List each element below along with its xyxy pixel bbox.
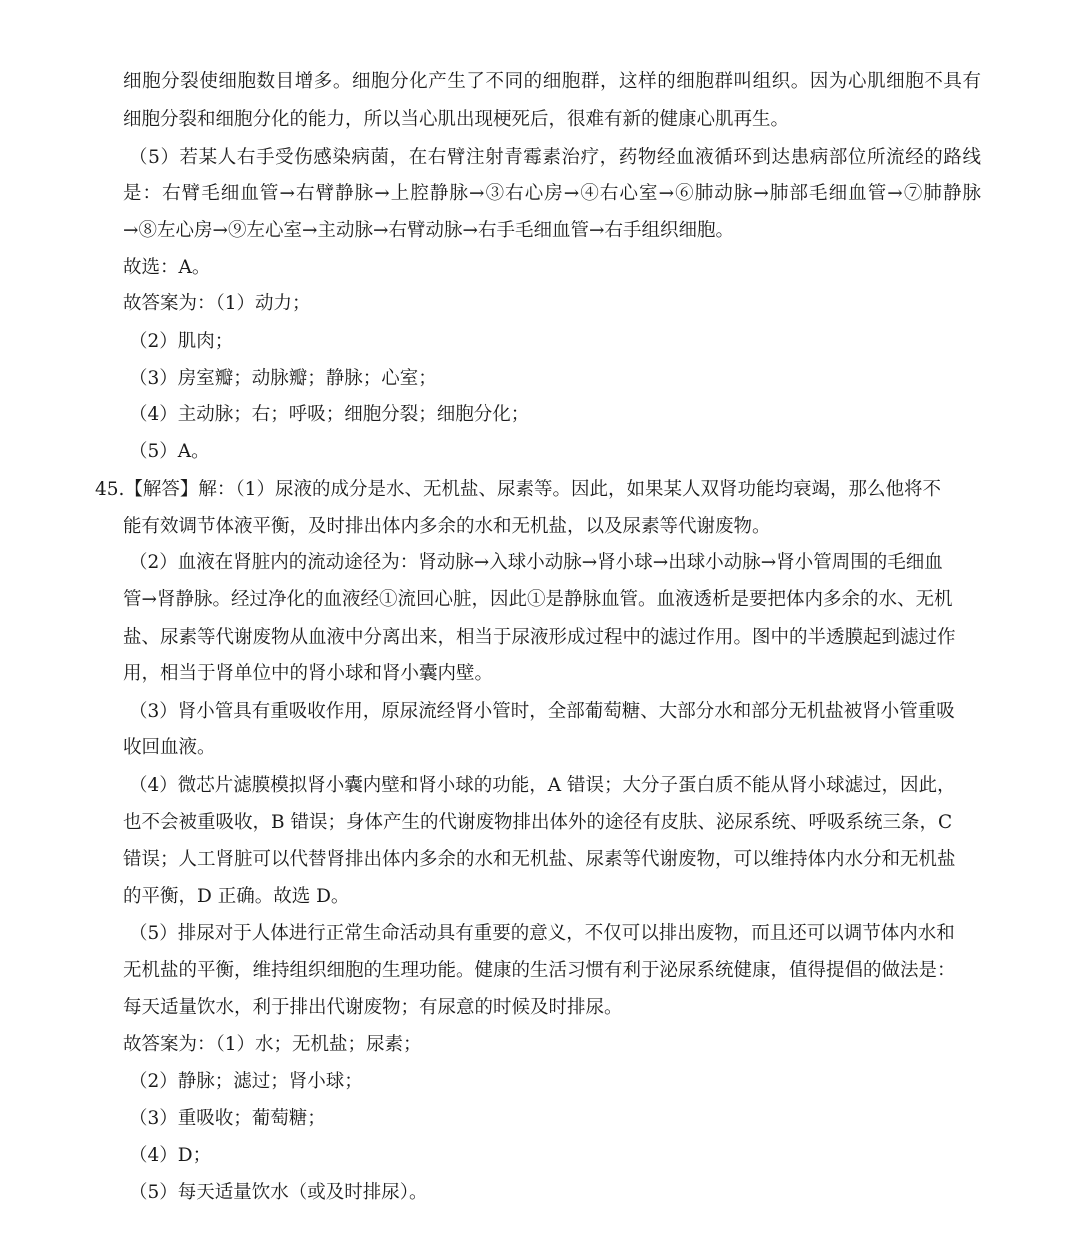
text-line: （4）主动脉；右；呼吸；细胞分裂；细胞分化；	[129, 404, 530, 425]
text-line: 细胞分裂使细胞数目增多。细胞分化产生了不同的细胞群，这样的细胞群叫组织。因为心肌细胞不具有	[123, 71, 982, 92]
text-line: 故答案为：（1）动力；	[123, 293, 311, 314]
text-line: 盐、尿素等代谢废物从血液中分离出来，相当于尿液形成过程中的滤过作用。图中的半透膜起到滤过作	[123, 627, 956, 648]
text-line: 能有效调节体液平衡，及时排出体内多余的水和无机盐，以及尿素等代谢废物。	[123, 516, 771, 537]
text-line: 每天适量饮水，利于排出代谢废物；有尿意的时候及时排尿。	[123, 997, 623, 1018]
text-line: （2）静脉；滤过；肾小球；	[129, 1071, 363, 1092]
text-line: 细胞分裂和细胞分化的能力，所以当心肌出现梗死后，很难有新的健康心肌再生。	[123, 109, 790, 130]
text-line: 故选：A。	[123, 257, 211, 278]
text-line: 是：右臂毛细血管→右臂静脉→上腔静脉→③右心房→④右心室→⑥肺动脉→肺部毛细血管→⑦肺静脉	[123, 183, 983, 204]
text-line: 管→肾静脉。经过净化的血液经①流回心脏，因此①是静脉血管。血液透析是要把体内多余的水、无机	[123, 589, 953, 610]
text-line: 错误；人工肾脏可以代替肾排出体内多余的水和无机盐、尿素等代谢废物，可以维持体内水分和无机盐	[123, 849, 956, 870]
text-line: （4）微芯片滤膜模拟肾小囊内壁和肾小球的功能，A 错误；大分子蛋白质不能从肾小球滤过，因此，	[129, 775, 956, 796]
text-line: 无机盐的平衡，维持组织细胞的生理功能。健康的生活习惯有利于泌尿系统健康，值得提倡的做法是：	[123, 960, 956, 981]
text-line: （3）房室瓣；动脉瓣；静脉；心室；	[129, 368, 437, 389]
text-line: （5）若某人右手受伤感染病菌，在右臂注射青霉素治疗，药物经血液循环到达患病部位所流经的路线	[129, 147, 982, 168]
text-line: 也不会被重吸收，B 错误；身体产生的代谢废物排出体外的途径有皮肤、泌尿系统、呼吸系统三条，C	[123, 812, 953, 833]
text-line: （2）血液在肾脏内的流动途径为：肾动脉→入球小动脉→肾小球→出球小动脉→肾小管周围的毛细血	[129, 552, 943, 573]
text-line: 用，相当于肾单位中的肾小球和肾小囊内壁。	[123, 663, 494, 684]
text-line: （5）A。	[129, 441, 210, 462]
text-line: （3）肾小管具有重吸收作用，原尿流经肾小管时，全部葡萄糖、大部分水和部分无机盐被肾小管重吸	[129, 701, 955, 722]
text-line: →⑧左心房→⑨左心室→主动脉→右臂动脉→右手毛细血管→右手组织细胞。	[123, 220, 735, 241]
question-heading: 45.【解答】解：（1）尿液的成分是水、无机盐、尿素等。因此，如果某人双肾功能均衰竭，那么他将不	[95, 479, 941, 500]
text-line: （5）每天适量饮水（或及时排尿）。	[129, 1182, 428, 1203]
text-line: 收回血液。	[123, 737, 216, 758]
text-line: 的平衡，D 正确。故选 D。	[123, 886, 350, 907]
text-line: （3）重吸收；葡萄糖；	[129, 1108, 326, 1129]
text-line: （4）D；	[129, 1145, 212, 1166]
text-line: 故答案为：（1）水；无机盐；尿素；	[123, 1034, 422, 1055]
text-line: （5）排尿对于人体进行正常生命活动具有重要的意义，不仅可以排出废物，而且还可以调节体内水和	[129, 923, 955, 944]
text-line: （2）肌肉；	[129, 331, 234, 352]
